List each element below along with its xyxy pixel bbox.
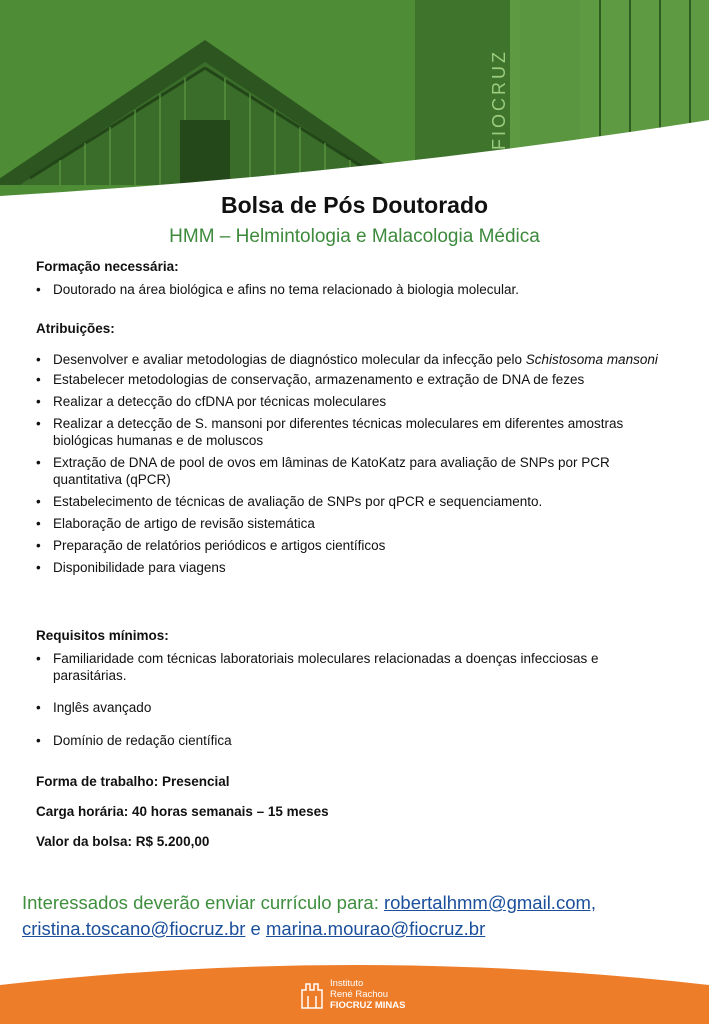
header-curve: [0, 0, 709, 200]
list-item: • Preparação de relatórios periódicos e artigos científicos: [36, 537, 676, 554]
list-item: [36, 347, 676, 372]
formacao-list: [36, 281, 676, 298]
species-name: Schistosoma mansoni: [525, 352, 658, 367]
forma-trabalho: Forma de trabalho: Presencial: [36, 774, 230, 789]
email-link-cristina[interactable]: cristina.toscano@fiocruz.br: [22, 918, 246, 939]
list-item: • Familiaridade com técnicas laboratoriais moleculares relacionadas a doenças infecciosas e parasitárias.: [36, 650, 656, 684]
logo-line1: Instituto: [330, 978, 364, 989]
atribuicoes-list: [36, 347, 676, 581]
list-item: • Elaboração de artigo de revisão sistemática: [36, 515, 676, 532]
list-item: • Realizar a detecção do cfDNA por técnicas moleculares: [36, 393, 676, 410]
requisitos-list: [36, 650, 656, 749]
email-link-roberta[interactable]: robertalhmm@gmail.com,: [383, 892, 597, 913]
requisitos-title: Requisitos mínimos:: [36, 628, 169, 643]
building-logo-icon: [300, 980, 324, 1010]
header-banner: [0, 0, 709, 200]
list-item: • Estabelecer metodologias de conservação, armazenamento e extração de DNA de fezes: [36, 371, 676, 388]
list-item: • Realizar a detecção de S. mansoni por diferentes técnicas moleculares em diferentes amostras biológicas humanas e de moluscos: [36, 415, 676, 449]
svg-text:FIOCRUZ: FIOCRUZ: [489, 49, 509, 150]
footer-logo: [300, 977, 440, 1017]
logo-line3: FIOCRUZ MINAS: [330, 1000, 406, 1011]
page-subtitle: HMM – Helmintologia e Malacologia Médica: [169, 226, 540, 247]
carga-horaria: Carga horária: 40 horas semanais – 15 meses: [36, 804, 329, 819]
email-link-marina[interactable]: marina.mourao@fiocruz.br: [265, 918, 486, 939]
atribuicoes-title: Atribuições:: [36, 321, 115, 336]
list-item: • Extração de DNA de pool de ovos em lâminas de KatoKatz para avaliação de SNPs por PCR quantitativa (qPCR): [36, 454, 676, 488]
formacao-title: Formação necessária:: [36, 259, 179, 274]
logo-line2: René Rachou: [330, 989, 389, 1000]
contact-intro: Interessados deverão enviar currículo para:: [22, 892, 384, 913]
list-item: • Estabelecimento de técnicas de avaliação de SNPs por qPCR e sequenciamento.: [36, 493, 676, 510]
list-item-text: Desenvolver e avaliar metodologias de diagnóstico molecular da infecção pelo: [53, 352, 526, 367]
valor-bolsa: Valor da bolsa: R$ 5.200,00: [36, 834, 210, 849]
list-item: • Doutorado na área biológica e afins no tema relacionado à biologia molecular.: [36, 281, 676, 298]
contact-text: [22, 890, 692, 942]
list-item: • Inglês avançado: [36, 699, 656, 716]
list-item: • Domínio de redação científica: [36, 732, 656, 749]
list-item: • Disponibilidade para viagens: [36, 559, 676, 576]
page-title: Bolsa de Pós Doutorado: [220, 192, 489, 218]
contact-and: e: [245, 918, 266, 939]
